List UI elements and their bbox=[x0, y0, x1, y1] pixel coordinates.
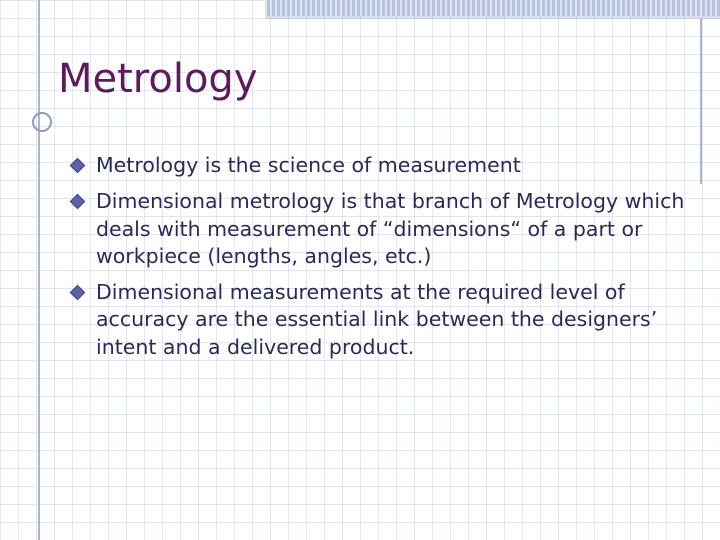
diamond-bullet-icon bbox=[72, 160, 85, 173]
diamond-bullet-icon bbox=[72, 287, 85, 300]
top-banner-stripe bbox=[265, 0, 720, 16]
left-vertical-rule bbox=[38, 0, 40, 540]
top-banner-shadow bbox=[265, 16, 720, 19]
list-item bbox=[72, 279, 687, 361]
list-item bbox=[72, 152, 687, 179]
slide-body bbox=[72, 152, 687, 370]
list-item bbox=[72, 188, 687, 270]
right-vertical-rule bbox=[700, 19, 702, 184]
list-item-text: Dimensional measurements at the required level of accuracy are the essential link between the designers’ intent and a delivered product. bbox=[96, 280, 658, 359]
list-item-text: Dimensional metrology is that branch of Metrology which deals with measurement of “dimensions“ of a part or workpiece (lengths, angles, etc.) bbox=[96, 189, 685, 268]
diamond-bullet-icon bbox=[72, 196, 85, 209]
list-item-text: Metrology is the science of measurement bbox=[96, 153, 521, 177]
slide-title: Metrology bbox=[58, 56, 258, 102]
circle-decoration-icon bbox=[32, 112, 52, 132]
